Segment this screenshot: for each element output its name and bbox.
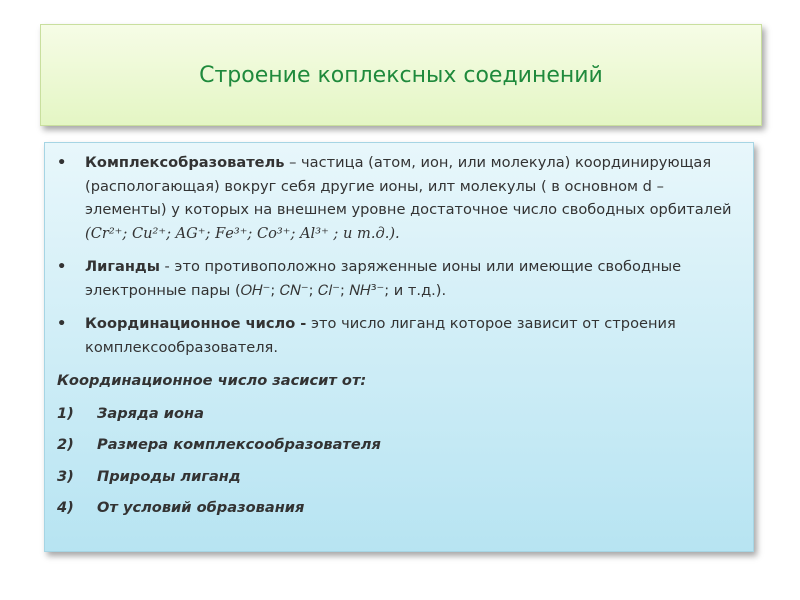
- factor-text: Природы лиганд: [97, 467, 241, 485]
- factor-item: [57, 496, 739, 520]
- bullet-marker: •: [57, 258, 67, 275]
- factor-number: 1): [57, 404, 74, 422]
- factor-text: От условий образования: [97, 499, 305, 516]
- factors-heading: Координационное число засисит от:: [57, 372, 367, 389]
- term-ligands: Лиганды: [85, 258, 160, 275]
- formula-line: (𝐶𝑟²⁺; 𝐶𝑢²⁺; 𝐴𝐺⁺; 𝐹𝑒³⁺; 𝐶𝑜³⁺; 𝐴𝑙³⁺ ; и т.д.).: [85, 224, 400, 242]
- term-complexing-agent: Комплексобразователь: [85, 154, 285, 171]
- term-coordination-number: Координационное число -: [85, 315, 307, 332]
- factor-text: Заряда иона: [97, 404, 204, 422]
- definition-text: – частица (атом, ион, или молекула) координирующая (распологающая) вокруг себя другие ионы, илт молекулы ( в основном d – элементы) у которых на внешнем уровне достаточное число свободных орбиталей: [85, 154, 732, 218]
- factor-number: 2): [57, 436, 74, 453]
- factor-number: 3): [57, 467, 74, 485]
- list-item: [57, 312, 739, 359]
- factor-item: [57, 402, 739, 426]
- factor-number: 4): [57, 499, 74, 516]
- definition-text: это число лиганд которое зависит от строения комплексообразователя.: [85, 315, 676, 356]
- definition-text: - это противоположно заряженные ионы или имеющие свободные электронные пары (𝑂𝐻⁻; 𝐶𝑁⁻; 𝐶𝑙⁻; 𝑁𝐻³⁻; и т.д.).: [85, 258, 682, 299]
- bullet-marker: •: [57, 154, 67, 171]
- factor-text: Размера комплексообразователя: [97, 436, 381, 453]
- list-item: [57, 255, 739, 302]
- bullet-marker: •: [57, 315, 67, 332]
- content-panel: [44, 142, 754, 552]
- factor-item: [57, 465, 739, 489]
- slide-title: Строение коплексных соединений: [199, 62, 603, 88]
- title-panel: [40, 24, 762, 126]
- list-item: [57, 151, 739, 245]
- factor-item: [57, 433, 739, 457]
